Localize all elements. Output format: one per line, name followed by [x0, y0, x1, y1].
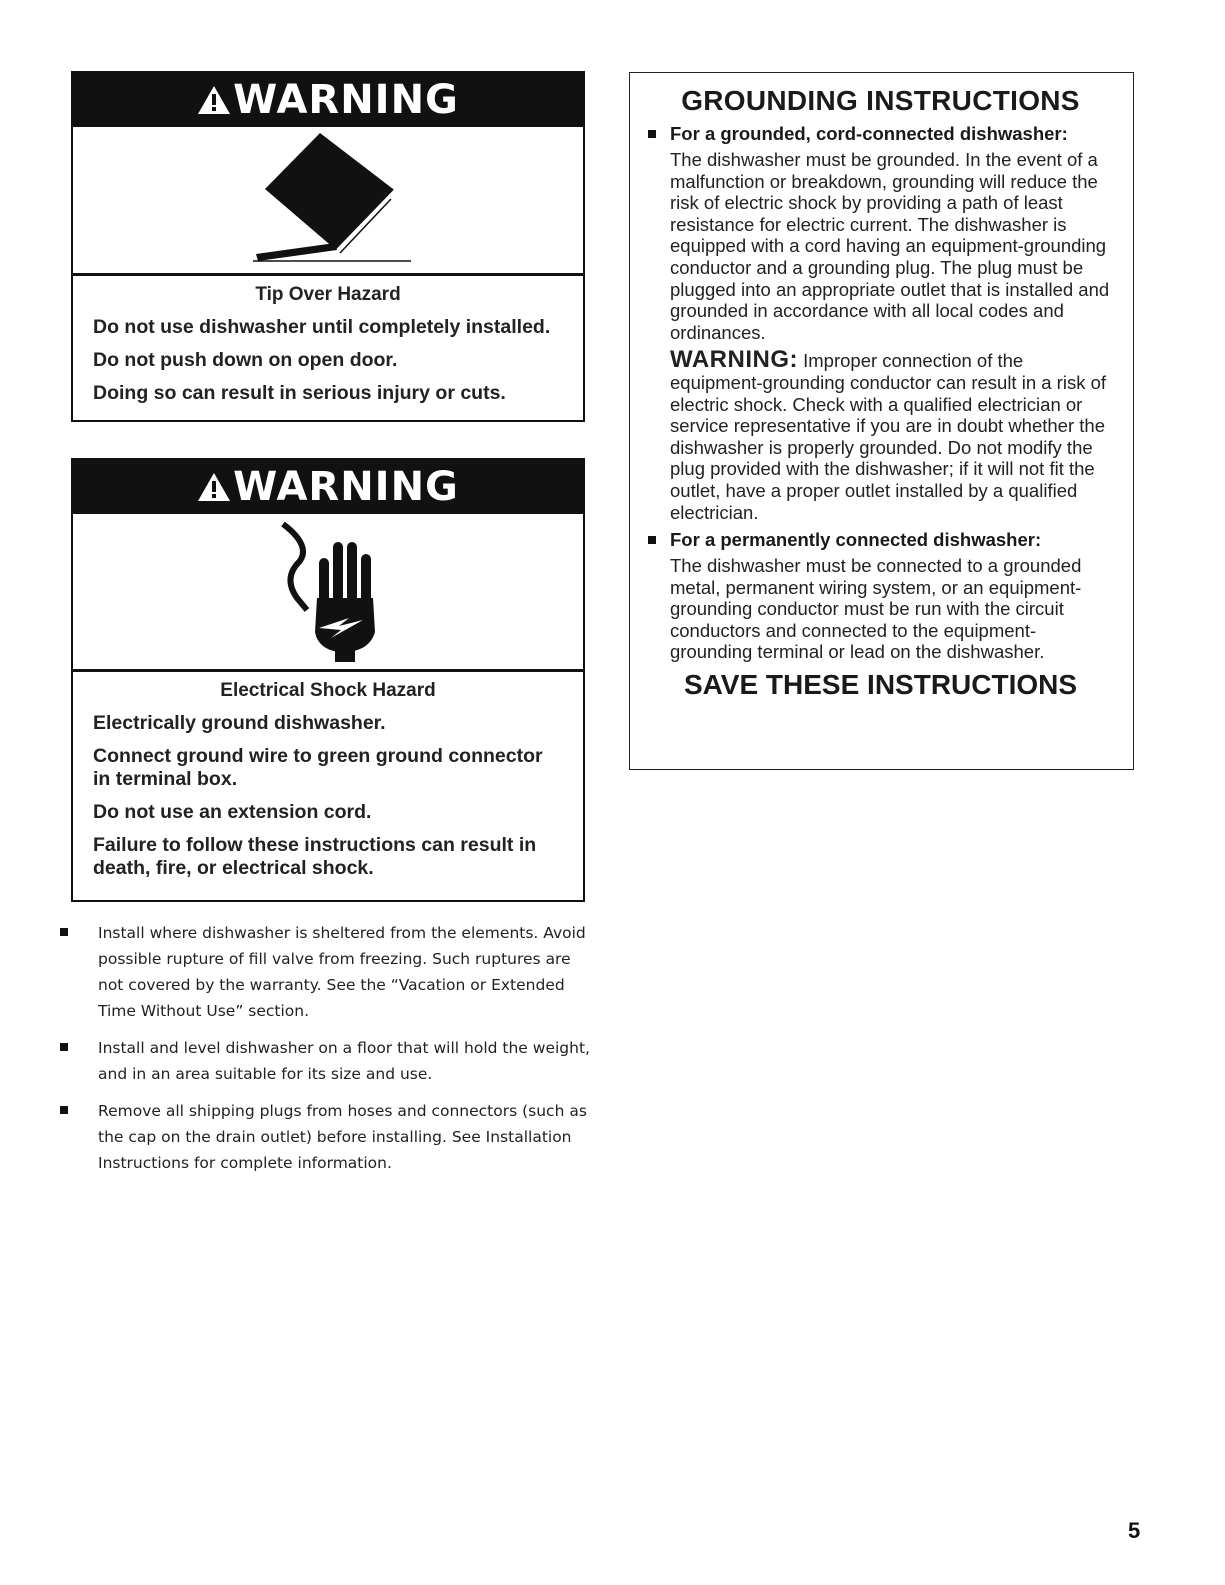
installation-notes-list	[60, 920, 600, 1187]
grounding-instructions-box	[629, 72, 1134, 770]
grounding-paragraph: The dishwasher must be grounded. In the event of a malfunction or breakdown, grounding will reduce the risk of electric shock by providing a path of least resistance for electric current. The dishwasher is equipped with a cord having an equipment-grounding conductor and a grounding plug. The plug must be plugged into an appropriate outlet that is installed and grounded in accordance with all local codes and ordinances.	[670, 149, 1110, 343]
grounding-warning-paragraph	[670, 346, 1115, 523]
warning-header	[73, 460, 583, 514]
grounding-subheading: For a grounded, cord-connected dishwasher:	[646, 123, 1115, 145]
bullet-square-icon	[60, 1043, 68, 1051]
grounding-warning-label: WARNING:	[670, 346, 798, 374]
list-item: Install where dishwasher is sheltered from the elements. Avoid possible rupture of fill valve from freezing. Such ruptures are not covered by the warranty. See the “Vacation or Extended Time Without Use” section.	[60, 920, 600, 1024]
bullet-square-icon	[60, 928, 68, 936]
warning-line: Failure to follow these instructions can result in death, fire, or electrical shock.	[93, 834, 537, 879]
warning-box-electrical	[71, 458, 585, 902]
grounding-warning-text: Improper connection of the equipment-grounding conductor can result in a risk of electric shock. Check with a qualified electrician or service representative if you are in doubt whether the dishwasher is properly grounded. Do not modify the plug provided with the dishwasher; if it will not fit the outlet, have a proper outlet installed by a qualified electrician.	[670, 350, 1107, 523]
list-item: Install and level dishwasher on a floor that will hold the weight, and in an area suitable for its size and use.	[60, 1035, 600, 1087]
warning-title: WARNING	[233, 77, 459, 123]
grounding-subheading: For a permanently connected dishwasher:	[646, 529, 1115, 551]
page-number: 5	[1128, 1518, 1141, 1543]
warning-title: WARNING	[233, 464, 459, 510]
hazard-title: Tip Over Hazard	[255, 284, 401, 305]
warning-line: Do not use dishwasher until completely installed.	[93, 316, 551, 338]
bullet-square-icon	[60, 1106, 68, 1114]
warning-triangle-icon	[197, 85, 231, 115]
grounding-paragraph: The dishwasher must be connected to a grounded metal, permanent wiring system, or an equipment-grounding conductor must be run with the circuit conductors and connected to the equipment-grounding terminal or lead on the dishwasher.	[670, 555, 1082, 663]
warning-triangle-icon	[197, 472, 231, 502]
warning-line: Electrically ground dishwasher.	[93, 712, 386, 734]
warning-box-tip-over	[71, 71, 585, 422]
warning-line: Do not push down on open door.	[93, 349, 398, 371]
warning-line: Do not use an extension cord.	[93, 801, 372, 823]
warning-line: Connect ground wire to green ground connector in terminal box.	[93, 745, 543, 790]
list-item: Remove all shipping plugs from hoses and connectors (such as the cap on the drain outlet) before installing. See Installation Instructions for complete information.	[60, 1098, 600, 1176]
save-instructions-heading: SAVE THESE INSTRUCTIONS	[683, 669, 1078, 701]
warning-line: Doing so can result in serious injury or cuts.	[93, 382, 506, 404]
bullet-square-icon	[648, 536, 656, 544]
tip-over-icon	[73, 127, 583, 276]
hazard-title: Electrical Shock Hazard	[220, 680, 436, 701]
electrical-shock-icon	[73, 514, 583, 672]
grounding-title: GROUNDING INSTRUCTIONS	[681, 85, 1080, 116]
warning-header	[73, 73, 583, 127]
bullet-square-icon	[648, 130, 656, 138]
